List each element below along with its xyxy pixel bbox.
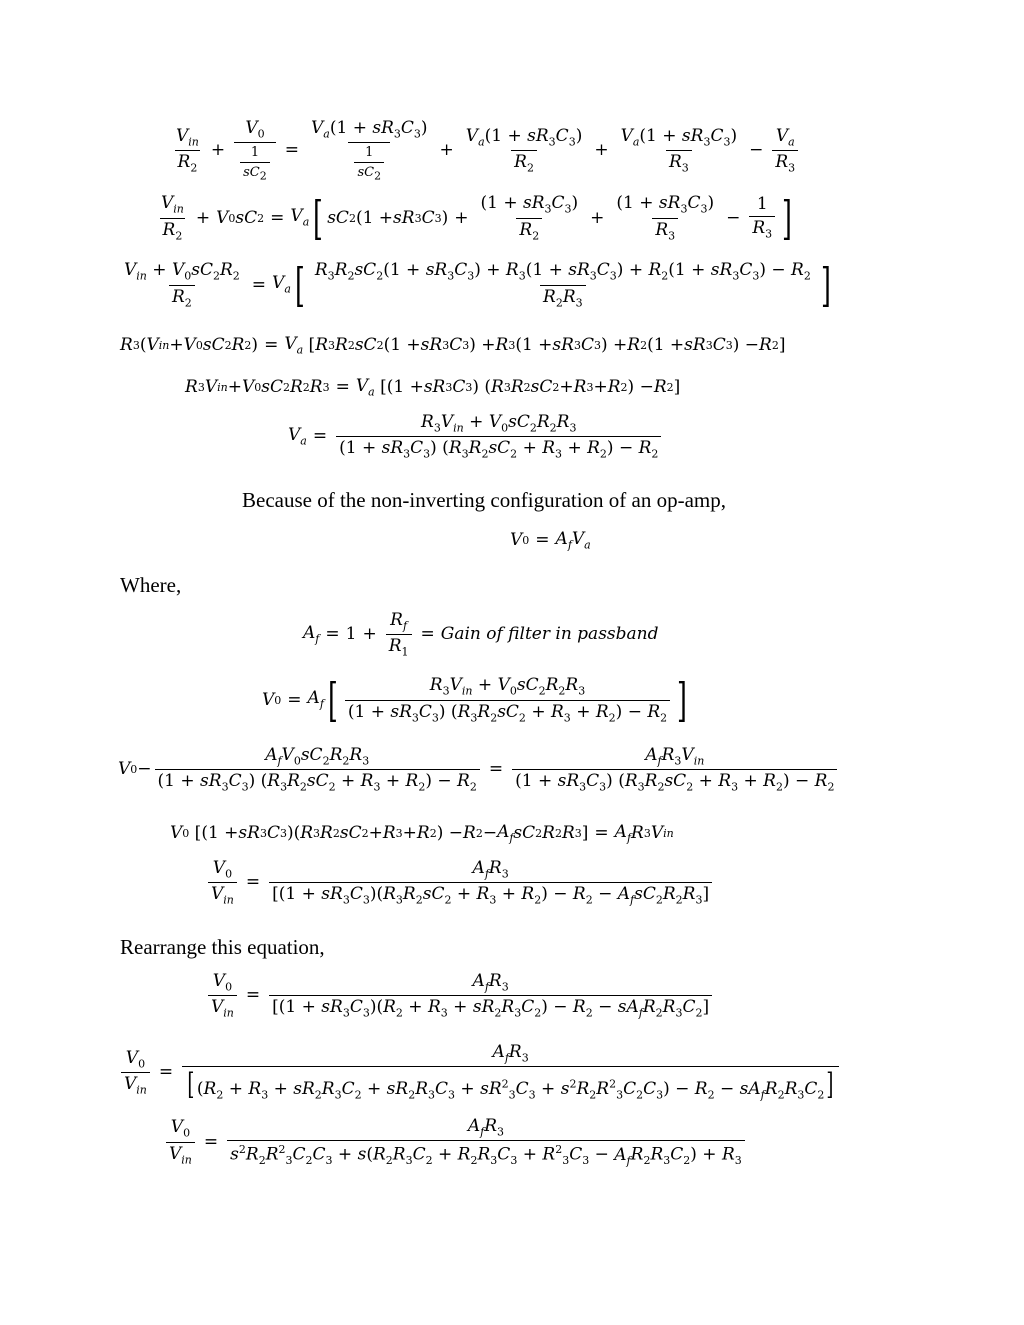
- equation-3: $\frac{V_{in} + V_0sC_2R_2}{R_2}$ = $V_a$ [ $\frac{R_3R_2sC_2(1 + sR_3C_3) + R_3(1 + sR_3C_3) + R_2(1 + sR_3C_3) - R_2}{R_2R_3}$ ]: [124, 258, 831, 312]
- equation-11: V 0 [(1 + sR 3 C 3 )( R 3 R 2 sC 2 + R 3 + R 2 ) − R 2 − $A_f$ sC 2 R 2 R 3 ] = $A_f$ R 3 V in: [170, 822, 674, 845]
- equation-2: $\frac{V_{in}}{R_2}$ + V 0 sC 2 = $V_a$ [ sC 2 (1 + sR 3 C 3 ) + $\frac{(1 + sR_3C_3)}{R_2}$ + $\frac{(1 + sR_3C_3)}{R_3}$ − $\frac{1}{R_3}$ ]: [161, 191, 793, 245]
- equation-7: V 0 = $A_f$ $V_a$: [510, 529, 591, 552]
- equation-1: $\frac{V_{in}}{R_2}$ + $\frac{V_0}{\frac{1}{sC_2}}$ = $\frac{V_a(1 + sR_3C_3)}{\frac{1}{sC_2}}$ + $\frac{V_a(1 + sR_3C_3)}{R_2}$ + $\frac{V_a(1 + sR_3C_3)}{R_3}$ − $\frac{V_a}{R_3}$: [170, 120, 801, 182]
- equation-9: V 0 = $A_f$ [ $\frac{R_3V_{in} + V_0sC_2R_2R_3}{(1 + sR_3C_3) (R_3R_2sC_2 + R_3 + R_2) - R_2}$ ]: [262, 673, 688, 727]
- text-where: Where,: [120, 573, 182, 597]
- equation-12: $\frac{V_0}{V_{in}}$ = $\frac{A_fR_3}{[(1 + sR_3C_3)(R_3R_2sC_2 + R_3 + R_2) - R_2 - A_fsC_2R_2R_3]}$: [205, 860, 715, 906]
- equation-6: $V_a$ = $\frac{R_3V_{in} + V_0sC_2R_2R_3}{(1 + sR_3C_3) (R_3R_2sC_2 + R_3 + R_2) - R_2}$: [288, 414, 664, 460]
- equation-8: $A_f$ = 1 + $\frac{R_f}{R_1}$ = Gain of filter in passband: [303, 610, 659, 659]
- equation-13: $\frac{V_0}{V_{in}}$ = $\frac{A_fR_3}{[(1 + sR_3C_3)(R_2 + R_3 + sR_2R_3C_2) - R_2 - sA_fR_2R_3C_2]}$: [205, 973, 715, 1019]
- gain-description: Gain of filter in passband: [440, 624, 659, 645]
- equation-10: V 0 − $\frac{A_fV_0sC_2R_2R_3}{(1 + sR_3C_3) (R_3R_2sC_2 + R_3 + R_2) - R_2}$ = $\frac{A_fR_3V_{in}}{(1 + sR_3C_3) (R_3R_2sC_2 + R_3 + R_2) - R_2}$: [118, 747, 840, 793]
- text-rearrange: Rearrange this equation,: [120, 935, 325, 959]
- equation-14: $\frac{V_0}{V_{in}}$ = $A_fR_3$ [ $(R_2 + R_3 + sR_2R_3C_2 + sR_2R_3C_3 + sR^2_3C_3 + s^2R_2R^2_3C_2C_3) - R_2 - sA_fR_2R_3C_2$]: [118, 1044, 842, 1101]
- equation-5: R 3 V in + V 0 sC 2 R 2 R 3 = $V_a$ [(1 + sR 3 C 3 ) ( R 3 R 2 sC 2 + R 3 + R 2 ) − R 2 ]: [185, 376, 681, 399]
- text-non-inverting: Because of the non-inverting configuration of an op-amp,: [242, 488, 727, 512]
- equation-15: $\frac{V_0}{V_{in}}$ = $\frac{A_fR_3}{s^2R_2R^2_3C_2C_3 + s(R_2R_3C_2 + R_2R_3C_3 + R^2_3C_3 - A_fR_2R_3C_2) + R_3}$: [163, 1118, 748, 1166]
- equation-4: R 3 ( V in + V 0 sC 2 R 2 ) = $V_a$ [ R 3 R 2 sC 2 (1 + sR 3 C 3 ) + R 3 (1 + sR 3 C 3 ) + R 2 (1 + sR 3 C 3 ) − R 2 ]: [120, 334, 786, 357]
